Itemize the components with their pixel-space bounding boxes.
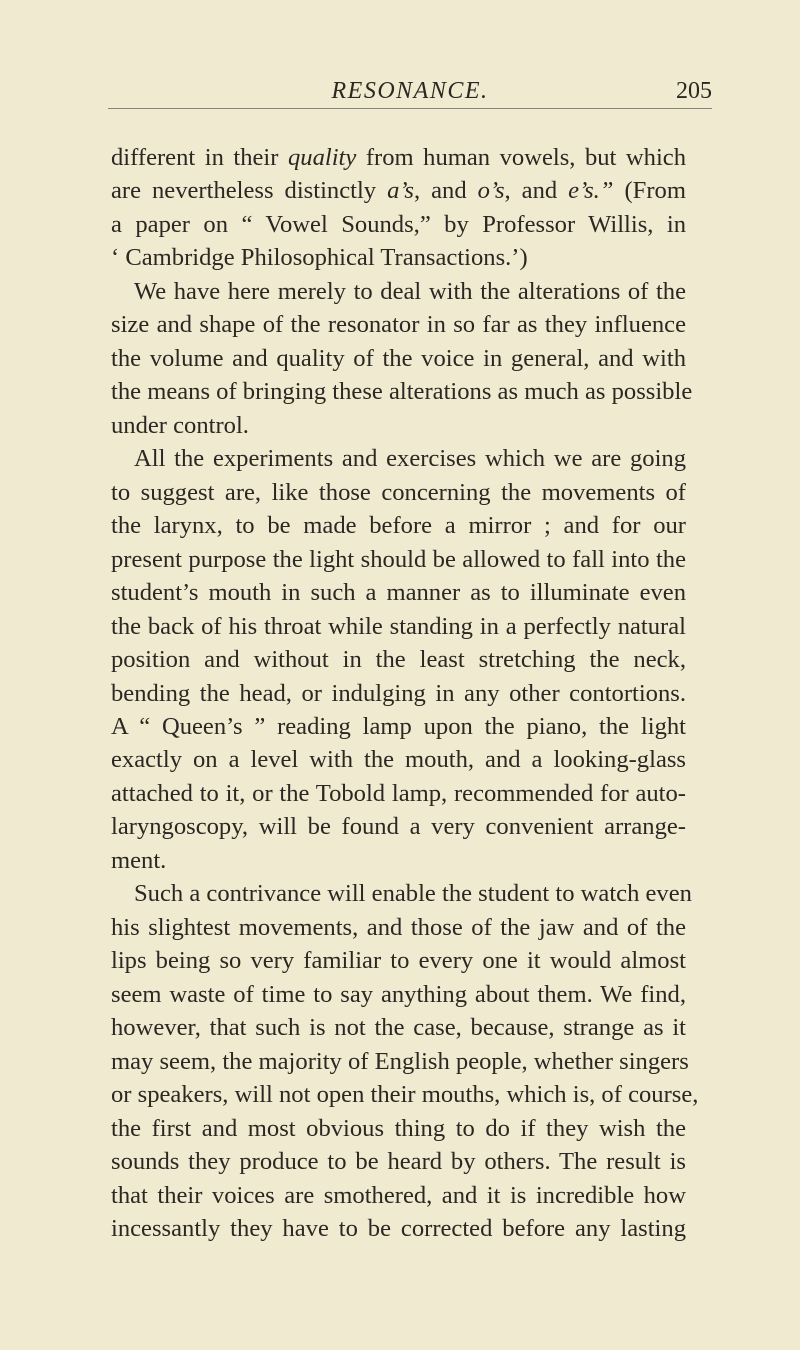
text-line: the larynx, to be made before a mirror ; and for our bbox=[111, 512, 686, 540]
text-line: or speakers, will not open their mouths, which is, of course, bbox=[111, 1081, 699, 1109]
text-line: Such a contrivance will enable the student to watch even bbox=[134, 880, 692, 908]
text-line: the back of his throat while standing in a perfectly natural bbox=[111, 612, 686, 640]
text-line: incessantly they have to be corrected before any lasting bbox=[111, 1215, 686, 1242]
text-line: the volume and quality of the voice in general, and with bbox=[111, 344, 686, 372]
text-line: the first and most obvious thing to do if they wish the bbox=[111, 1114, 686, 1142]
text-line: exactly on a level with the mouth, and a looking-glass bbox=[111, 746, 686, 774]
text-line: a paper on “ Vowel Sounds,” by Professor Willis, in bbox=[111, 210, 686, 238]
text-line: bending the head, or indulging in any other contortions. bbox=[111, 679, 686, 707]
text-line: present purpose the light should be allowed to fall into the bbox=[111, 545, 686, 573]
text-line: All the experiments and exercises which we are going bbox=[134, 445, 686, 473]
text-line: A “ Queen’s ” reading lamp upon the piano, the light bbox=[111, 712, 686, 740]
text-line: to suggest are, like those concerning the movements of bbox=[111, 478, 686, 506]
header-rule bbox=[108, 108, 712, 109]
text-line: student’s mouth in such a manner as to illuminate even bbox=[111, 579, 686, 607]
text-line: seem waste of time to say anything about them. We find, bbox=[111, 980, 686, 1008]
text-line: lips being so very familiar to every one it would almost bbox=[111, 947, 686, 975]
text-line: size and shape of the resonator in so far as they influence bbox=[111, 311, 686, 339]
text-line: the means of bringing these alterations as much as possible bbox=[111, 378, 693, 406]
text-line: ‘ Cambridge Philosophical Transactions.’) bbox=[111, 244, 528, 272]
running-head bbox=[108, 78, 712, 108]
text-line: ment. bbox=[111, 846, 167, 874]
page-number: 205 bbox=[676, 78, 712, 104]
text-line: may seem, the majority of English people, whether singers bbox=[111, 1047, 689, 1075]
text-line: that their voices are smothered, and it is incredible how bbox=[111, 1181, 686, 1209]
text-line: are nevertheless distinctly a’s, and o’s, and e’s.” (From bbox=[111, 177, 686, 205]
text-line: under control. bbox=[111, 411, 249, 439]
text-line: however, that such is not the case, because, strange as it bbox=[111, 1014, 686, 1042]
text-line: laryngoscopy, will be found a very convenient arrange- bbox=[111, 813, 686, 841]
text-line: different in their quality from human vowels, but which bbox=[111, 144, 686, 171]
running-title: RESONANCE. bbox=[331, 78, 489, 104]
text-line: his slightest movements, and those of the jaw and of the bbox=[111, 913, 686, 941]
text-line: We have here merely to deal with the alterations of the bbox=[134, 277, 686, 305]
text-line: position and without in the least stretching the neck, bbox=[111, 646, 686, 674]
body-text bbox=[111, 141, 699, 1245]
text-line: sounds they produce to be heard by others. The result is bbox=[111, 1148, 686, 1176]
text-line: attached to it, or the Tobold lamp, recommended for auto- bbox=[111, 779, 686, 807]
